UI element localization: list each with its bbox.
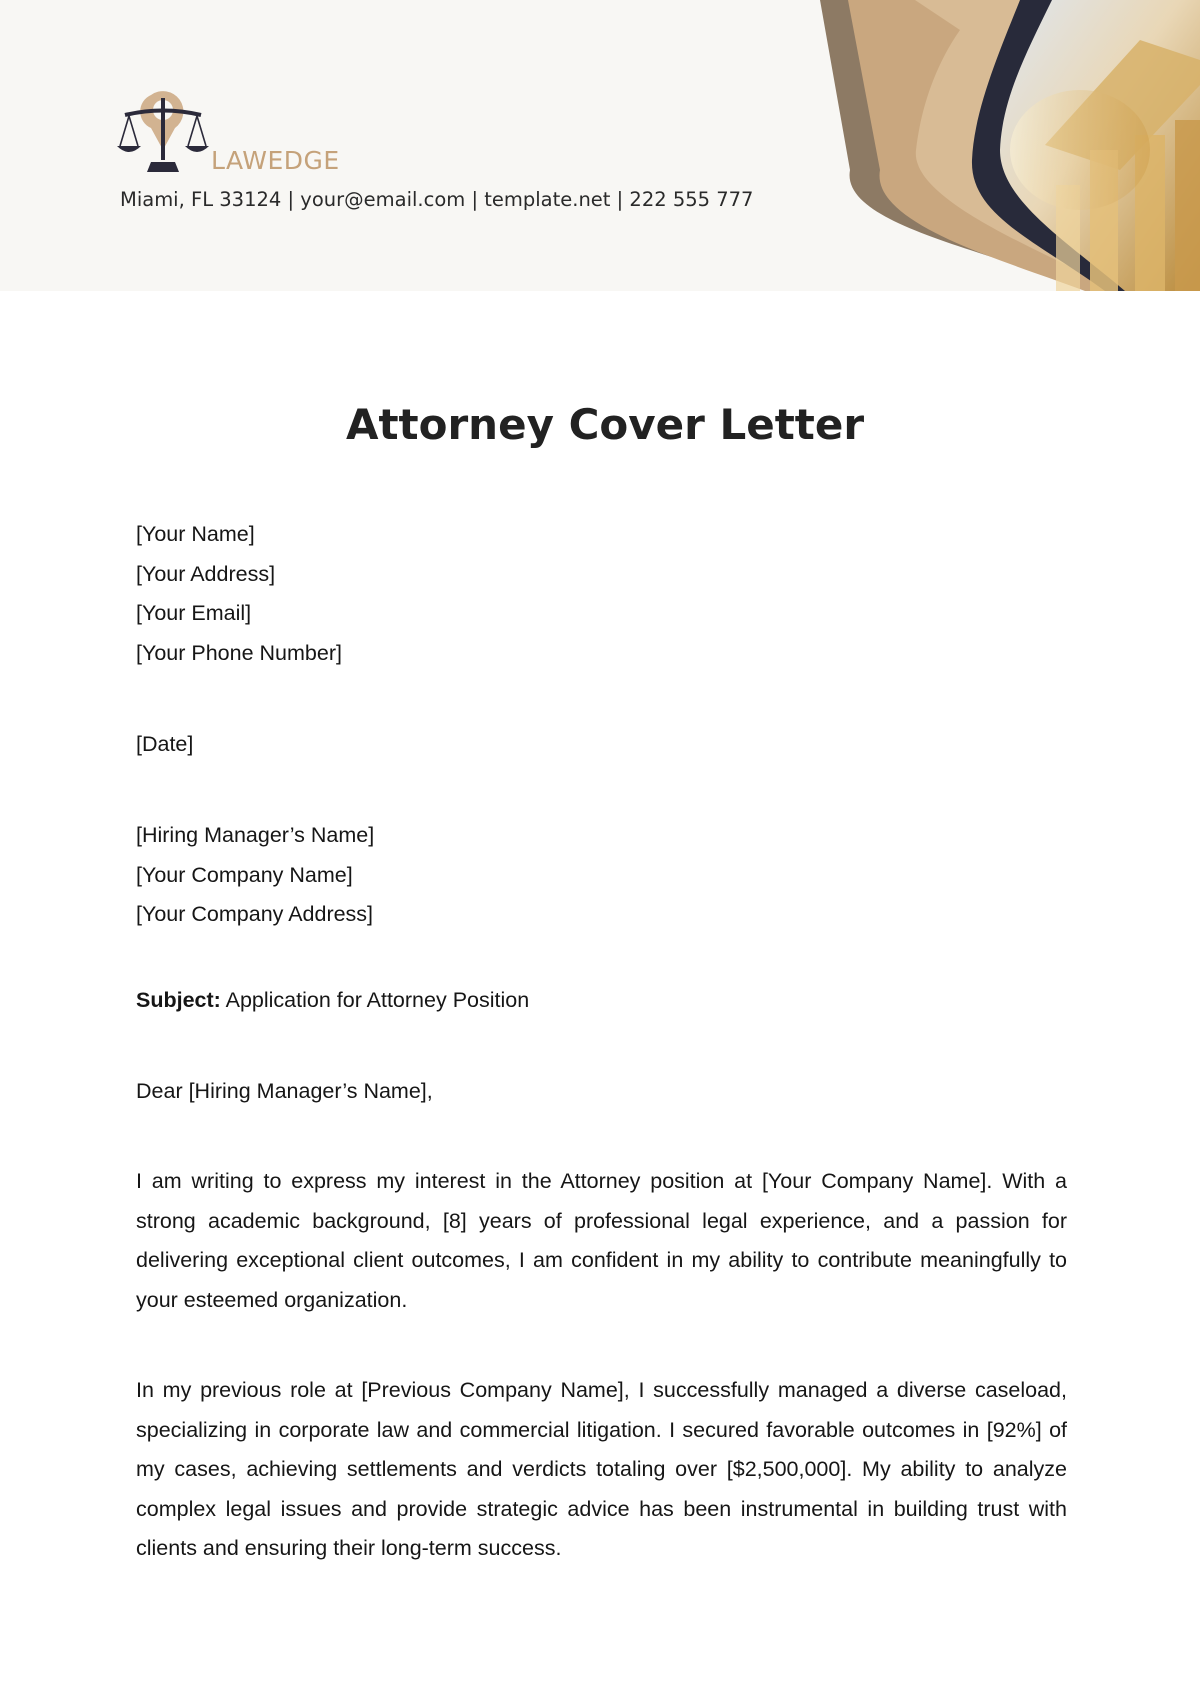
paragraph-intro: I am writing to express my interest in the Attorney position at [Your Company Name]. With a strong academic background, [8] years of professional legal experience, and a passion for delivering exceptional client outcomes, I am confident in my ability to contribute meaningfully to your esteemed organization. xyxy=(136,1169,1067,1312)
letterhead xyxy=(0,0,1200,291)
sender-email: [Your Email] xyxy=(136,601,252,625)
salutation-text: Dear [Hiring Manager’s Name], xyxy=(136,1079,433,1103)
paragraph-experience: In my previous role at [Previous Company Name], I successfully managed a diverse caseload, specializing in corporate law and commercial litigation. I secured favorable outcomes in [92%] of my cases, achieving settlements and verdicts totaling over [$2,500,000]. My ability to analyze complex legal issues and provide strategic advice has been instrumental in building trust with clients and ensuring their long-term success. xyxy=(136,1378,1067,1560)
subject-label: Subject: xyxy=(136,988,221,1012)
sender-name: [Your Name] xyxy=(136,522,255,546)
recipient-company: [Your Company Name] xyxy=(136,862,353,887)
salutation xyxy=(136,1072,1067,1112)
sender-address: [Your Address] xyxy=(136,561,276,586)
contact-info: Miami, FL 33124 | your@email.com | template.net | 222 555 777 xyxy=(120,188,754,211)
recipient-name: [Hiring Manager’s Name] xyxy=(136,823,375,847)
date-line xyxy=(136,725,1067,765)
decorative-building-graphic xyxy=(820,0,1200,291)
recipient-block xyxy=(136,816,1067,935)
subject-line xyxy=(136,981,1067,1021)
scales-of-justice-icon xyxy=(115,88,211,178)
brand-name: LAWEDGE xyxy=(211,146,340,175)
subject-text: Application for Attorney Position xyxy=(220,988,530,1012)
recipient-address: [Your Company Address] xyxy=(136,902,374,926)
sender-phone: [Your Phone Number] xyxy=(136,640,342,665)
sender-block xyxy=(136,515,1067,673)
document-title: Attorney Cover Letter xyxy=(345,400,865,449)
date-text: [Date] xyxy=(136,732,194,756)
